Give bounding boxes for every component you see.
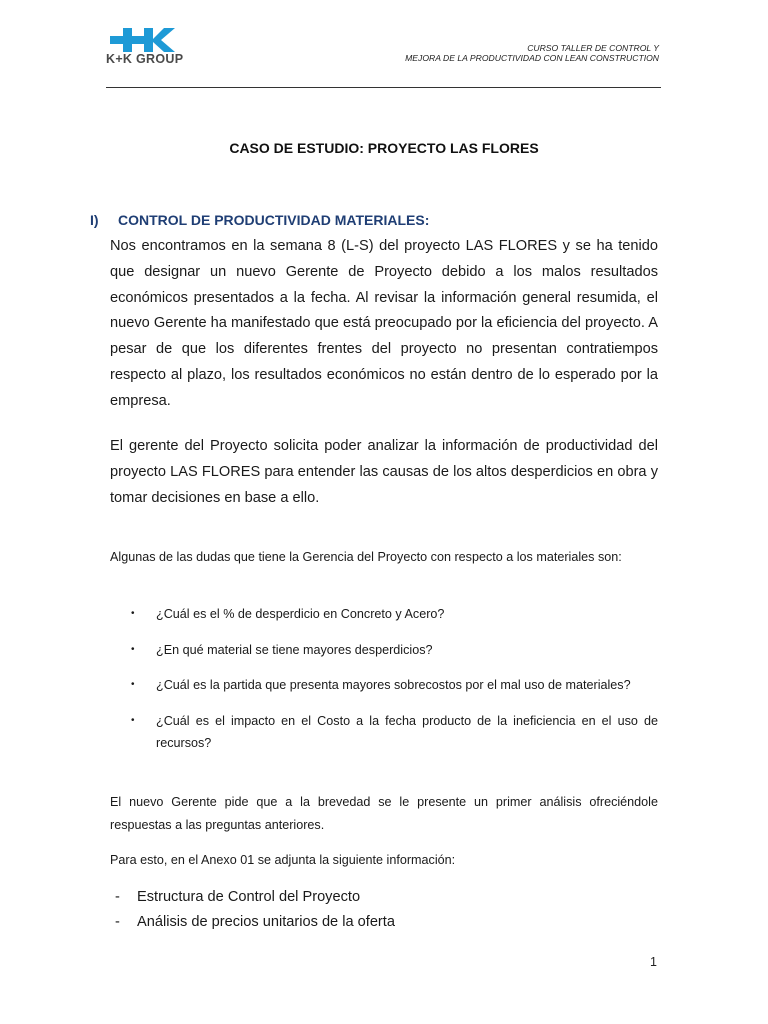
question-text: ¿Cuál es el impacto en el Costo a la fecha producto de la ineficiencia en el uso de recursos? [156, 713, 658, 750]
list-item [110, 710, 658, 755]
dash-icon: - [115, 889, 120, 905]
list-item [110, 603, 658, 626]
bullet-icon: • [131, 643, 135, 655]
course-line-2: MEJORA DE LA PRODUCTIVIDAD CON LEAN CONSTRUCTION [405, 53, 659, 63]
course-line-1: CURSO TALLER DE CONTROL Y [527, 43, 659, 53]
attachment-text: Análisis de precios unitarios de la oferta [137, 914, 395, 930]
question-text: ¿Cuál es el % de desperdicio en Concreto y Acero? [156, 607, 445, 621]
header-divider [106, 87, 661, 88]
section-title: CONTROL DE PRODUCTIVIDAD MATERIALES: [118, 212, 430, 228]
bullet-icon: • [131, 679, 135, 690]
list-item [110, 639, 658, 662]
page-number: 1 [650, 955, 657, 969]
section-number: I) [90, 212, 99, 228]
company-logo [106, 28, 206, 68]
paragraph-annex-intro: Para esto, en el Anexo 01 se adjunta la siguiente información: [110, 853, 456, 867]
course-header [405, 43, 659, 63]
paragraph-request: El gerente del Proyecto solicita poder analizar la información de productividad del proyecto LAS FLORES para entender las causas de los altos desperdicios en obra y tomar decisiones en base a ello. [110, 438, 658, 506]
question-text: ¿En qué material se tiene mayores desperdicios? [156, 642, 433, 657]
paragraph-questions-intro: Algunas de las dudas que tiene la Gerencia del Proyecto con respecto a los materiales son: [110, 550, 622, 564]
section-heading [90, 212, 429, 228]
document-title: CASO DE ESTUDIO: PROYECTO LAS FLORES [229, 140, 539, 156]
logo-text: K+K GROUP [106, 52, 184, 66]
question-text: ¿Cuál es la partida que presenta mayores sobrecostos por el mal uso de materiales? [156, 678, 631, 692]
attachment-text: Estructura de Control del Proyecto [137, 889, 361, 905]
attachments-list [110, 885, 395, 935]
kk-logo-mark-icon [106, 28, 178, 54]
bullet-icon: • [131, 608, 135, 619]
list-item [110, 674, 658, 697]
questions-list [110, 603, 658, 768]
list-item [110, 885, 395, 910]
dash-icon: - [115, 914, 120, 930]
bullet-icon: • [131, 714, 135, 726]
list-item [110, 910, 395, 935]
paragraph-manager-request: El nuevo Gerente pide que a la brevedad se le presente un primer análisis ofreciéndole respuestas a las preguntas anteriores. [110, 795, 658, 832]
paragraph-context: Nos encontramos en la semana 8 (L-S) del proyecto LAS FLORES y se ha tenido que designar un nuevo Gerente de Proyecto debido a los malos resultados económicos presentados a la fecha. Al revisar la información general resumida, el nuevo Gerente ha manifestado que está preocupado por la eficiencia del proyecto. A pesar de que los diferentes frentes del proyecto no presentan contratiempos respecto al plazo, los resultados económicos no están dentro de lo esperado por la empresa. [110, 238, 658, 409]
